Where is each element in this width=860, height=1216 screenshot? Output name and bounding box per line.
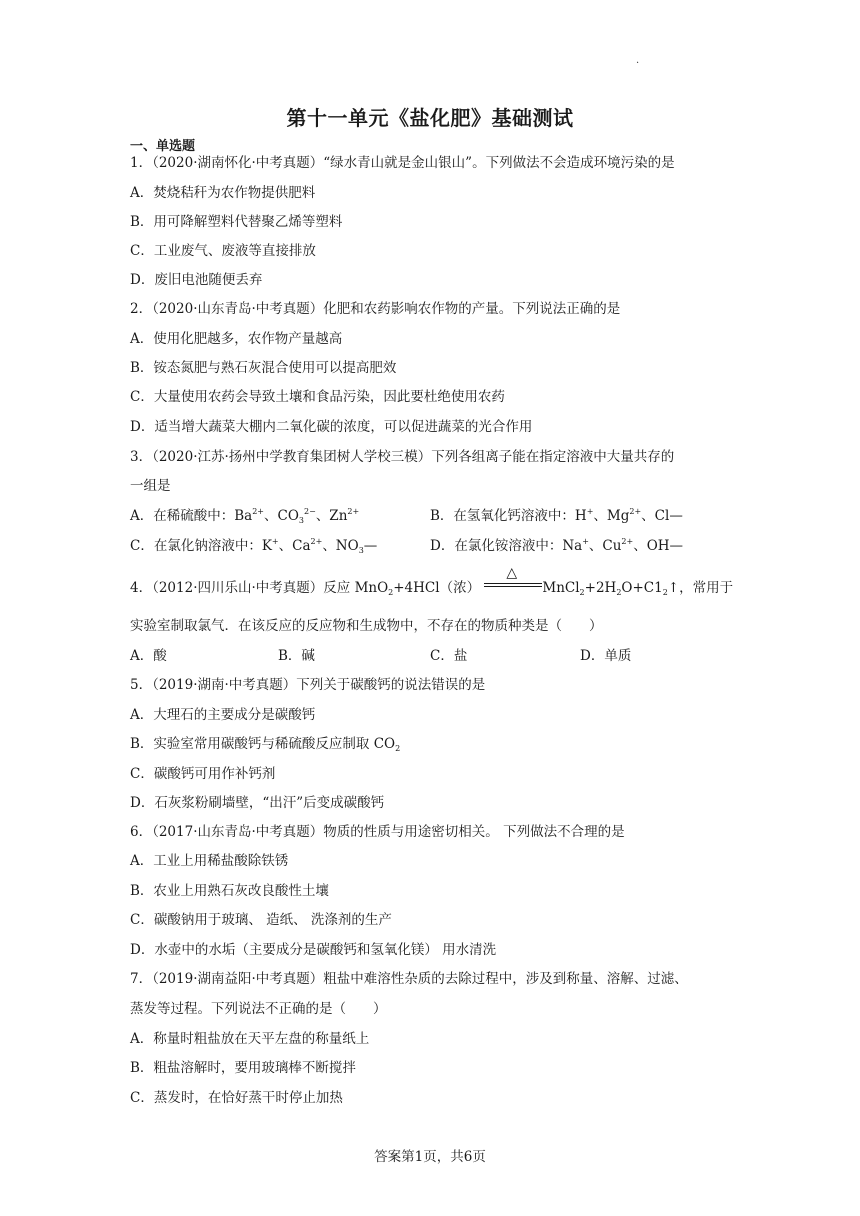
question-2-option-b[interactable]: B．铵态氮肥与熟石灰混合使用可以提高肥效 <box>130 360 397 376</box>
q3a-sub: 3 <box>298 516 305 525</box>
question-2-option-a[interactable]: A．使用化肥越多，农作物产量越高 <box>130 331 343 347</box>
question-5-option-b[interactable] <box>130 735 400 753</box>
question-2-option-d[interactable]: D．适当增大蔬菜大棚内二氧化碳的浓度，可以促进蔬菜的光合作用 <box>130 419 533 435</box>
question-4-option-c[interactable]: C．盐 <box>430 648 468 664</box>
q3b-sup2: 2+ <box>629 507 642 516</box>
q3b-text: B．在氢氧化钙溶液中：H <box>430 508 587 524</box>
question-1-option-b[interactable]: B．用可降解塑料代替聚乙烯等塑料 <box>130 214 343 230</box>
equals-bar-top <box>484 583 542 584</box>
question-3-option-d[interactable] <box>430 537 683 555</box>
question-3-option-b[interactable] <box>430 507 683 525</box>
question-6-option-a[interactable]: A．工业上用稀盐酸除铁锈 <box>130 853 289 869</box>
question-5-stem: 5．（2019·湖南·中考真题）下列关于碳酸钙的说法错误的是 <box>130 677 486 693</box>
question-3-option-a[interactable] <box>130 507 359 525</box>
q4-sub4: 2 <box>662 588 668 597</box>
question-4-option-a[interactable]: A．酸 <box>130 648 167 664</box>
q4-sub3: 2 <box>616 588 622 597</box>
question-7-option-a[interactable]: A．称量时粗盐放在天平左盘的称量纸上 <box>130 1031 370 1047</box>
q3c-text4: — <box>363 538 378 554</box>
question-7-option-b[interactable]: B．粗盐溶解时，要用玻璃棒不断搅拌 <box>130 1060 356 1076</box>
q3b-text2: 、Mg <box>593 508 630 524</box>
question-3-stem-line2: 一组是 <box>130 478 171 494</box>
question-1-option-c[interactable]: C．工业废气、废液等直接排放 <box>130 243 316 259</box>
question-4-option-b[interactable]: B．碱 <box>278 648 315 664</box>
question-4-stem-line1 <box>130 565 734 597</box>
page-footer: 答案第1页，共6页 <box>374 1149 486 1165</box>
q3d-text3: 、OH— <box>633 538 684 554</box>
q5b-sub: 2 <box>395 744 401 753</box>
q3d-text2: 、Cu <box>588 538 622 554</box>
question-5-option-d[interactable]: D．石灰浆粉刷墙壁，“出汗”后变成碳酸钙 <box>130 795 385 811</box>
q4-text3: MnCl <box>542 580 580 596</box>
q3c-sup2: 2+ <box>310 537 323 546</box>
q3c-sup1: + <box>271 537 279 546</box>
q3c-text3: 、NO <box>322 538 359 554</box>
question-3-option-c[interactable] <box>130 537 377 555</box>
question-6-option-b[interactable]: B．农业上用熟石灰改良酸性土壤 <box>130 883 329 899</box>
question-4-stem-line2: 实验室制取氯气．在该反应的反应物和生成物中，不存在的物质种类是（ ） <box>130 618 603 634</box>
question-6-stem: 6．（2017·山东青岛·中考真题）物质的性质与用途密切相关。 下列做法不合理的是 <box>130 824 625 840</box>
q3d-sup2: 2+ <box>621 537 634 546</box>
equals-bar-bottom <box>484 586 542 587</box>
q3b-text3: 、Cl— <box>641 508 683 524</box>
question-5-option-c[interactable]: C．碳酸钙可用作补钙剂 <box>130 766 276 782</box>
q4-text6: ↑，常用于 <box>667 580 734 596</box>
q4-text2: +4HCl（浓） <box>393 580 481 596</box>
question-2-stem: 2．（2020·山东青岛·中考真题）化肥和农药影响农作物的产量。下列说法正确的是 <box>130 301 621 317</box>
question-1-option-d[interactable]: D．废旧电池随便丢弃 <box>130 272 263 288</box>
question-4-option-d[interactable]: D．单质 <box>580 648 632 664</box>
q3d-sup1: + <box>582 537 589 546</box>
question-6-option-c[interactable]: C．碳酸钠用于玻璃、 造纸、 洗涤剂的生产 <box>130 912 392 928</box>
question-7-option-c[interactable]: C．蒸发时，在恰好蒸干时停止加热 <box>130 1090 343 1106</box>
question-1-stem: 1．（2020·湖南怀化·中考真题）“绿水青山就是金山银山”。下列做法不会造成环境污染的是 <box>130 155 675 171</box>
reaction-arrow <box>484 565 542 594</box>
q3d-text: D．在氯化铵溶液中：Na <box>430 538 583 554</box>
q4-text5: O+C1 <box>621 580 663 596</box>
question-6-option-d[interactable]: D．水壶中的水垢（主要成分是碳酸钙和氢氧化镁） 用水清洗 <box>130 942 497 958</box>
question-1-option-a[interactable]: A．焚烧秸秆为农作物提供肥料 <box>130 185 316 201</box>
q3a-sup2: 2− <box>304 507 316 516</box>
question-2-option-c[interactable]: C．大量使用农药会导致土壤和食品污染，因此要杜绝使用农药 <box>130 389 505 405</box>
q3c-text2: 、Ca <box>278 538 311 554</box>
q3c-text: C．在氯化钠溶液中：K <box>130 538 272 554</box>
q4-sub1: 2 <box>388 588 394 597</box>
q3b-sup1: + <box>586 507 594 516</box>
q3a-sup3: 2+ <box>347 507 360 516</box>
question-7-stem-line2: 蒸发等过程。下列说法不正确的是（ ） <box>130 1001 387 1017</box>
q5b-text: B．实验室常用碳酸钙与稀硫酸反应制取 CO <box>130 736 396 752</box>
q3a-text: A．在稀硫酸中：Ba <box>130 508 253 524</box>
section-heading: 一、单选题 <box>130 139 196 154</box>
q3a-text2: 、CO <box>264 508 299 524</box>
question-7-stem-line1: 7．（2019·湖南益阳·中考真题）粗盐中难溶性杂质的去除过程中，涉及到称量、溶解、过滤、 <box>130 971 688 987</box>
q3a-text3: 、Zn <box>315 508 348 524</box>
q4-text4: +2H <box>584 580 617 596</box>
q4-sub2: 2 <box>579 588 585 597</box>
q4-text: 4．（2012·四川乐山·中考真题）反应 MnO <box>130 580 389 596</box>
heat-triangle-icon: △ <box>506 565 518 581</box>
q3a-sup1: 2+ <box>252 507 265 516</box>
document-title: 第十一单元《盐化肥》基础测试 <box>286 106 574 130</box>
q3c-sub: 3 <box>358 546 364 555</box>
corner-mark: · <box>636 58 640 69</box>
question-3-stem-line1: 3．（2020·江苏·扬州中学教育集团树人学校三模）下列各组离子能在指定溶液中大量共存的 <box>130 449 675 465</box>
question-5-option-a[interactable]: A．大理石的主要成分是碳酸钙 <box>130 707 316 723</box>
